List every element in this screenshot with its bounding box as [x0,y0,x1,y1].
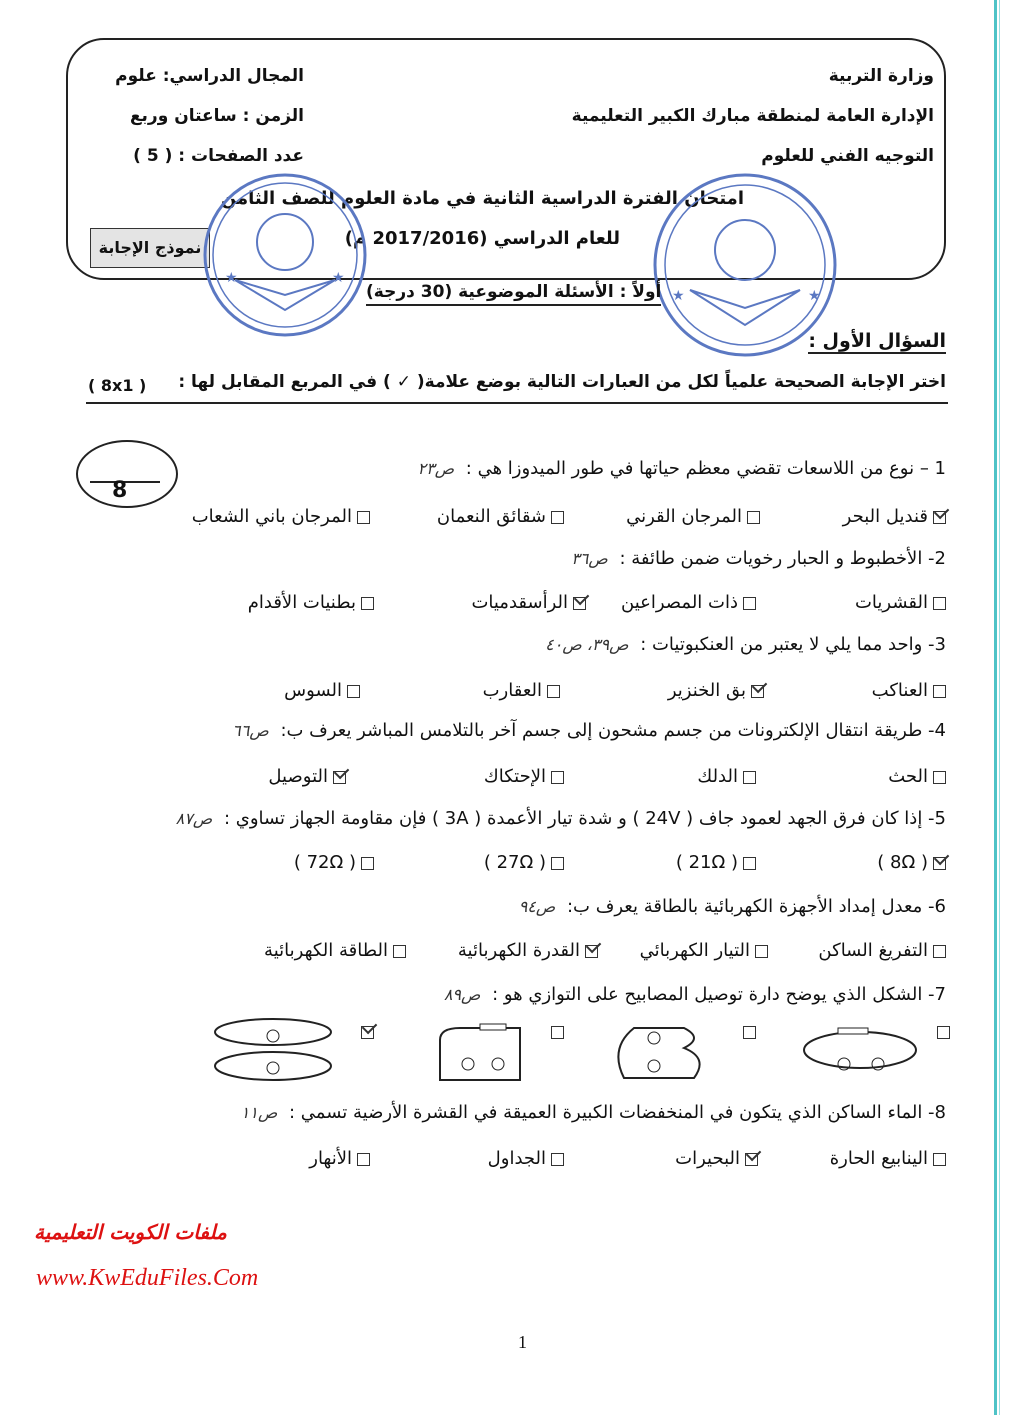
checkbox-icon[interactable] [357,511,370,524]
option-label: العقارب [482,680,542,701]
option-q8-c[interactable] [488,1148,564,1169]
checkbox-icon[interactable] [547,685,560,698]
option-label: ( 72Ω ) [293,852,356,873]
instruction-underline [86,402,948,404]
option-label: العناكب [871,680,928,701]
checkbox-checked-icon[interactable] [933,857,946,870]
checkbox-icon[interactable] [551,857,564,870]
checkbox-icon[interactable] [347,685,360,698]
question-5-options [0,852,1020,882]
option-q5-a[interactable] [877,852,946,873]
question-2 [571,548,946,569]
marks-label: ( 8x1 ) [88,376,147,395]
option-q3-c[interactable] [483,680,560,701]
option-q2-b[interactable] [621,592,756,613]
option-q2-a[interactable] [855,592,946,613]
option-label: البحيرات [675,1148,740,1169]
question-4-note: ص٦٦ [232,721,269,740]
option-label: الإحتكاك [483,766,546,787]
option-label: الدلك [697,766,738,787]
checkbox-icon[interactable] [933,945,946,958]
option-q1-c[interactable] [437,506,564,527]
checkbox-checked-icon[interactable] [333,771,346,784]
question-2-text: 2- الأخطبوط و الحبار رخويات ضمن طائفة : [619,548,946,569]
option-q7-a-checkbox[interactable] [937,1026,950,1039]
option-q4-b[interactable] [697,766,756,787]
svg-text:★: ★ [808,288,821,304]
question-1-options [0,506,1020,536]
section-title: أولاً : الأسئلة الموضوعية (30 درجة) [366,282,661,306]
question-4-options [0,766,1020,796]
option-label: القدرة الكهربائية [457,940,580,961]
option-label: ذات المصراعين [621,592,738,613]
question-7-text: 7- الشكل الذي يوضح دارة توصيل المصابيح على التوازي هو : [492,984,946,1005]
question-2-options [0,592,1020,622]
checkbox-icon[interactable] [743,597,756,610]
option-label: شقائق النعمان [436,506,546,527]
option-q8-a[interactable] [830,1148,946,1169]
checkbox-icon[interactable] [361,597,374,610]
option-label: بق الخنزير [667,680,746,701]
question-2-note: ص٣٦ [571,549,608,568]
svg-text:★: ★ [225,270,238,286]
series-circuit-2-icon [604,1018,714,1086]
checkbox-icon[interactable] [933,771,946,784]
option-label: الحث [888,766,928,787]
option-label: المرجان باني الشعاب [191,506,352,527]
option-q2-c[interactable] [471,592,586,613]
option-q1-d[interactable] [192,506,370,527]
question-8-text: 8- الماء الساكن الذي يتكون في المنخفضات الكبيرة العميقة في القشرة الأرضية تسمي : [289,1102,946,1123]
checkbox-icon[interactable] [743,771,756,784]
option-q7-b-checkbox[interactable] [743,1026,756,1039]
checkbox-icon[interactable] [551,1153,564,1166]
question-3-text: 3- واحد مما يلي لا يعتبر من العنكبوتيات : [640,634,946,655]
series-circuit-1-icon [800,1022,920,1084]
time-field: الزمن : ساعتان وربع [129,106,304,126]
question-5 [176,808,946,829]
option-q4-a[interactable] [888,766,946,787]
question-3-options [0,680,1020,710]
option-q4-d[interactable] [268,766,346,787]
directorate-name: الإدارة العامة لمنطقة مبارك الكبير التعليمية [571,106,934,126]
checkbox-icon[interactable] [933,685,946,698]
checkbox-icon[interactable] [551,771,564,784]
answer-model-label: نموذج الإجابة [90,228,210,268]
option-label: الينابيع الحارة [829,1148,928,1169]
option-q2-d[interactable] [248,592,374,613]
checkbox-icon[interactable] [551,511,564,524]
option-q7-d-checkbox-checked[interactable] [361,1026,374,1039]
option-label: التوصيل [268,766,328,787]
question-8-options [0,1148,1020,1178]
svg-text:★: ★ [672,288,685,304]
question-8 [241,1102,946,1123]
question-3-note: ص٣٩، ص٤٠ [545,635,629,654]
question-title: السؤال الأول : [808,330,946,352]
option-q7-c-checkbox[interactable] [551,1026,564,1039]
option-label: بطنيات الأقدام [247,592,356,613]
parallel-circuit-icon [210,1014,336,1086]
option-q8-b[interactable] [675,1148,758,1169]
question-4-text: 4- طريقة انتقال الإلكترونات من جسم مشحون إلى جسم آخر بالتلامس المباشر يعرف ب: [280,720,946,741]
option-q6-d[interactable] [264,940,406,961]
checkbox-icon[interactable] [755,945,768,958]
question-1-text: 1 – نوع من اللاسعات تقضي معظم حياتها في طور الميدوزا هي : [465,458,946,479]
option-q1-b[interactable] [626,506,760,527]
question-6-text: 6- معدل إمداد الأجهزة الكهربائية بالطاقة يعرف ب: [566,896,946,917]
option-label: المرجان القرني [626,506,742,527]
series-circuit-3-icon [430,1020,530,1084]
option-label: الجداول [487,1148,546,1169]
checkbox-icon[interactable] [747,511,760,524]
option-q3-d[interactable] [284,680,360,701]
supervision-name: التوجيه الفني للعلوم [761,146,934,166]
question-3 [545,634,946,655]
ministry-name: وزارة التربية [828,66,934,86]
checkbox-icon[interactable] [393,945,406,958]
instruction-text: اختر الإجابة الصحيحة علمياً لكل من العبارات التالية بوضع علامة( ✓ ) في المربع المقابل لها : [178,372,946,392]
option-q5-c[interactable] [484,852,564,873]
option-q6-b[interactable] [640,940,768,961]
option-label: ( 21Ω ) [675,852,738,873]
question-8-note: ص١١ [240,1103,278,1122]
checkbox-checked-icon[interactable] [745,1153,758,1166]
option-label: القشريات [854,592,928,613]
option-q5-b[interactable] [676,852,756,873]
option-label: التيار الكهربائي [639,940,750,961]
question-4 [232,720,946,741]
site-url[interactable]: www.KwEduFiles.Com [36,1265,259,1291]
checkbox-checked-icon[interactable] [751,685,764,698]
option-q3-a[interactable] [872,680,946,701]
checkbox-icon[interactable] [357,1153,370,1166]
subject-field: المجال الدراسي: علوم [115,66,304,86]
option-label: ( 27Ω ) [483,852,546,873]
question-6-options [0,940,1020,970]
stamp-left-icon [200,170,370,340]
svg-text:★: ★ [332,270,345,286]
score-value: 8 [112,478,128,503]
option-label: ( 8Ω ) [877,852,928,873]
option-q1-a[interactable] [843,506,946,527]
question-5-text: 5- إذا كان فرق الجهد لعمود جاف ( 24V ) و شدة تيار الأعمدة ( 3A ) فإن مقاومة الجهاز تساوي : [223,808,946,829]
option-q4-c[interactable] [484,766,564,787]
checkbox-icon[interactable] [933,1153,946,1166]
pages-field: عدد الصفحات : ( 5 ) [133,146,304,166]
question-1-note: ص٢٣ [417,459,455,478]
option-label: الطاقة الكهربائية [264,940,388,961]
question-6-note: ص٩٤ [518,897,556,916]
checkbox-icon[interactable] [743,857,756,870]
question-5-note: ص٨٧ [175,809,213,828]
option-label: الأنهار [309,1148,352,1169]
option-label: الرأسقدميات [471,592,568,613]
checkbox-checked-icon[interactable] [573,597,586,610]
option-q6-a[interactable] [818,940,946,961]
option-q6-c[interactable] [458,940,598,961]
academic-year: للعام الدراسي (2017/2016 م) [344,228,620,249]
checkbox-icon[interactable] [361,857,374,870]
question-7-note: ص٨٩ [443,985,481,1004]
question-7 [444,984,946,1005]
option-q8-d[interactable] [309,1148,370,1169]
page-number: 1 [518,1332,527,1352]
option-q5-d[interactable] [294,852,374,873]
checkbox-checked-icon[interactable] [933,511,946,524]
option-label: السوس [284,680,342,701]
checkbox-checked-icon[interactable] [585,945,598,958]
option-q3-b[interactable] [668,680,764,701]
exam-title: امتحان الفترة الدراسية الثانية في مادة العلوم للصف الثامن [220,188,744,209]
checkbox-icon[interactable] [933,597,946,610]
option-label: التفريغ الساكن [818,940,928,961]
option-label: قنديل البحر [842,506,928,527]
question-1 [418,458,946,479]
site-name-arabic: ملفات الكويت التعليمية [34,1220,227,1244]
question-6 [519,896,946,917]
